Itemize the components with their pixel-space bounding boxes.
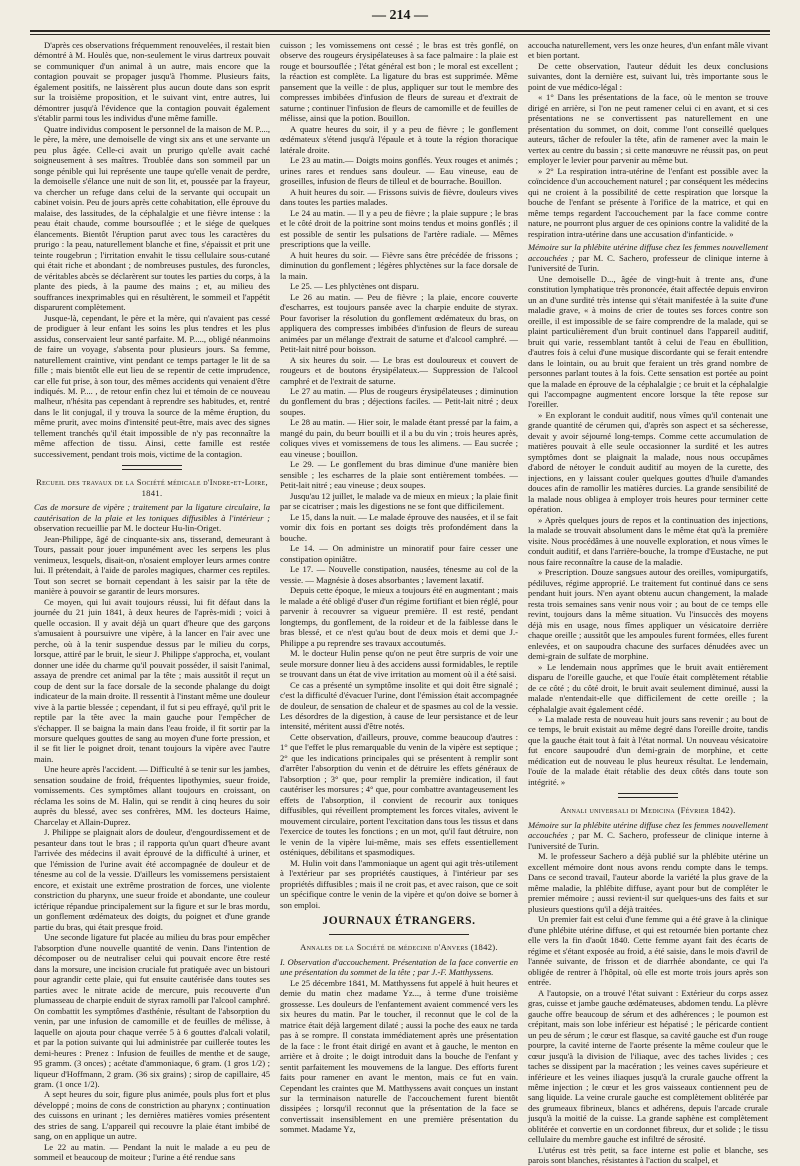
paragraph: D'après ces observations fréquemment renouvelées, il restait bien démontré à M. Houlès que, non-seulement le virus dartreux pouvait se communiquer d'un animal à un autre, mais encore que la contagion pouvait se propager jusqu'à l'homme. Plusieurs faits, également positifs, ne laissèrent plus aucun doute dans son esprit sur la troisième proposition, et le suivant vint, entre autres, lui démontrer jusqu'à l'évidence que la contagion pouvait également s'établir parmi tous les individus d'une même famille. (34, 40, 270, 124)
paragraph: M. Hulin voit dans l'ammoniaque un agent qui agit très-utilement à l'extérieur par ses propriétés caustiques, à l'intérieur par ses propriétés diffusibles ; mais il ne croit pas, et avec raison, que ce soit un spécifique contre le venin de la vipère et qu'on doive se borner à son emploi. (280, 857, 518, 910)
section-divider (122, 465, 182, 466)
paragraph: Le 23 au matin.— Doigts moins gonflés. Yeux rouges et animés ; urines rares et rendues sans douleur. — Eau vineuse, eau de groseilles, infusion de fleurs de tilleul et de bourrache. Bouillon. (280, 155, 518, 187)
journal-section-heading: JOURNAUX ÉTRANGERS. (322, 915, 476, 928)
paragraph: Le 25. — Les phlyctènes ont disparu. (290, 281, 419, 292)
column-left (34, 40, 270, 1163)
paragraph: « 1° Dans les présentations de la face, où le menton se trouve dirigé en arrière, si l'on ne peut ramener celui ci en avant, et si ces présentations ne se convertissent pas naturellement en une présentation du sommet, on doit, comme l'ont conseillé quelques auteurs, tâcher de refouler la tête, afin de ramener avec la main le vertex au centre du bassin ; si cette manœuvre ne réussit pas, on peut employer le levier pour parvenir au même but. (528, 92, 768, 166)
paragraph: accoucha naturellement, vers les onze heures, d'un enfant mâle vivant et bien portant. (528, 40, 768, 61)
article-byline: par M. C. Sachero, professeur de clinique interne à l'université de Turin. (528, 830, 768, 851)
section-title: Annales de la Société de médecine d'Anvers (1842). (300, 942, 498, 953)
paragraph: » La malade resta de nouveau huit jours sans revenir ; au bout de ce temps, le bruit existait au même degré dans l'oreille droite, tandis que la gauche était tout à fait à l'état normal. Un nouveau vésicatoire fut encore saupoudré d'un demi-grain de morphine, et cette médication eut de nouveau le plus heureux résultat. Le lendemain, l'ouïe de la malade était rétablie des deux côtés dans toute son intégrité. » (528, 714, 768, 787)
section-divider (329, 934, 469, 935)
paragraph: J. Philippe se plaignait alors de douleur, d'engourdissement et de pesanteur dans tout le bras ; il rapporta qu'un quart d'heure avant l'arrivée des médecins il avait éprouvé de la difficulté à uriner, et que l'émission de l'urine avait été accompagnée de douleur et de ténesme au col de la vessie. D'ailleurs les vomissemens persistaient encore, et existait une extrême prostration de forces, une violente constriction du pharynx, une sueur froide et abondante, une couleur ictérique répandue principalement sur la figure et sur le bras mordu, un gonflement œdémateux des doigts, du poignet et d'une grande partie du bras, qui était presque froid. (34, 827, 270, 932)
article-title: I. Observation d'accouchement. Présentation de la face convertie en une présentation du sommet de la tête ; par J.-F. Matthyssens. (280, 956, 518, 978)
article-heading (528, 820, 768, 851)
article-title: Mémoire sur la phlébite utérine diffuse chez les femmes nouvellement accouchées ; (528, 819, 768, 841)
paragraph: » En explorant le conduit auditif, nous vîmes qu'il contenait une grande quantité de cérumen qui, d'après son aspect et sa sécheresse, devait y avoir séjourné long-temps. Comme cette accumulation de matières pouvait à elle seule occasionner la surdité et les autres symptômes dont se plaignait la malade, nous nous occupâmes d'abord de nétoyer le conduit auditif au moyen de la curette, des injections, en y laissant couler quelques gouttes d'huile d'amandes douces afin de ramollir les matières durcies. La grande sensibilité de la malade nous obligea à employer trois heures pour terminer cette opération. (528, 409, 768, 515)
paragraph: Ce moyen, qui lui avait toujours réussi, lui fit défaut dans la journée du 21 juin 1841, à deux heures de l'après-midi ; voici à quelle occasion. Il y avait déjà un quart d'heure que des garçons s'amusaient à poursuivre une vipère, à la lancer en l'air avec une perche, où à la tenir suspendue dessus par le milieu du corps, lorsque, attiré par le bruit, le sieur J. Philippe s'approcha, et, voulant donner une idée du charme qu'il pouvait posséder, il saisit l'animal, assaya de prendre cet animal par la tête ; mais aussitôt il reçut un coup de dent sur la face dorsale de la seconde phalange du doigt indicateur de la main droite. Il ressentit à l'instant même une douleur vive à la partie blessée ; cependant, il fut si peu effrayé, qu'il prit le reptile par la tête avec la main gauche pour l'empêcher de s'échapper. Il se baigna la main dans l'eau froide, il fit sortir par la morsure quelques gouttes de sang au moyen d'une forte pression, et il se fit lier le poignet droit, tenant toujours la vipère avec l'autre main. (34, 596, 270, 764)
column-middle (280, 40, 518, 1135)
paragraph: Le 24 au matin. — Il y a peu de fièvre ; la plaie suppure ; le bras et le côté droit de la poitrine sont moins tendus et moins gonflés ; il est possible de sentir les pulsations de l'artère radiale. — Mêmes prescriptions que la veille. (280, 207, 518, 250)
header-rule (30, 30, 770, 32)
paragraph: A quatre heures du soir, il y a peu de fièvre ; le gonflement œdémateux s'étend jusqu'à l'épaule et à toute la région thoracique latérale droite. (280, 123, 518, 155)
paragraph: A sept heures du soir, figure plus animée, pouls plus fort et plus développé ; moins de cons de constriction au pharynx ; continuation des cuissons en urinant ; les dernières matières vomies présentent des stries de sang. L'appareil qui recouvre la plaie étant imbibé de sang, on en applique un autre. (34, 1089, 270, 1142)
paragraph: M. le professeur Sachero a déjà publié sur la phlébite utérine un excellent mémoire dont nous avons rendu compte dans le temps. Dans ce second travail, l'auteur aborde la variété la plus grave de la même maladie, la phlébite diffuse, ayant pour but de compléter le premier mémoire ; aussi revient-il sur quelques-uns des faits et sur plusieurs questions qu'il a déjà traitées. (528, 851, 768, 914)
paragraph: Une seconde ligature fut placée au milieu du bras pour empêcher l'absorption d'une nouvelle quantité de venin. Dans l'intention de décomposer ou de neutraliser celui qui pouvait encore être resté dans la morsure, une incision cruciale fut pratiquée avec un bistouri pour agrandir cette plaie, qui fut ensuite cautérisée dans toutes ses parties avec le nitrate acide de mercure, puis recouverte d'un plumasseau de charpie enduit de styrax ramolli par l'alcool camphré. On combattit les symptômes d'asthénie, résultant de l'absorption du venin, par une infusion de camomille et de feuilles de mélisse, à laquelle on ajouta pour chaque verrée 5 à 6 gouttes d'alcali volatil, et par la potion suivante qui lui administrée par cuillerée toutes les demi-heures : Prenez : Infusion de feuilles de menthe et de sauge, 95 gramm. (3 onces) ; acétate d'ammoniaque, 6 gram. (1 gros 1/2) ; liqueur d'Hoffmann, 2 gram. (36 six grains) ; sirop de capillaire, 45 gram. (1 once 1/2). (34, 932, 270, 1089)
paragraph: Le 29. — Le gonflement du bras diminue d'une manière bien sensible ; les escharres de la plaie sont entièrement tombées. — Petit-lait nitré ; eau vineuse ; deux soupes. (280, 459, 518, 491)
section-divider (122, 469, 182, 470)
paragraph: Ce cas a présenté un symptôme insolite et qui doit être signalé ; c'est la difficulté d'évacuer l'urine, dont l'émission était accompagnée de douleur, de sensation de chaleur et de spasmes au col de la vessie. Les désordres de la digestion, à cause de leur persistance et de leur intensité, méritent aussi d'être notés. (280, 679, 518, 732)
paragraph: Jusque-là, cependant, le père et la mère, qui n'avaient pas cessé de prodiguer à leur enfant les soins les plus tendres et les plus assidus, conservaient leur santé parfaite. M. P....., obligé néanmoins de faire un voyage, s'absenta pour plusieurs jours. Sa femme, naturellement craintive, vint pendant ce temps partager le lit de sa fille ; mais bientôt elle eut lieu de se repentir de cette imprudence, car elle fut prise, à son tour, des mêmes accidents qui venaient d'être indiqués. M. P.... , de retour enfin chez lui et témoin de ce nouveau malheur, n'hésita pas cependant à reprendre ses habitudes, et, rentré dans le lit conjugal, il y trouva la source de la même éruption, du même prurit, avec moins d'intensité peut-être, mais avec des signes tellement tranchés qu'il était impossible de n'y pas reconnaître la même affection de tissu. Ainsi, cette famille est restée successivement, pendant trois mois, victime de la contagion. (34, 312, 270, 459)
paragraph: A l'autopsie, on a trouvé l'état suivant : Extérieur du corps assez gras, cuisse et jambe gauche œdémateuses, abdomen tendu. La plèvre gauche offre beaucoup de sérum et des adhérences ; le poumon est crépitant, mais son lobe inférieur est hépatisé ; le péricarde contient un peu de sérum ; le cœur est flasque, sa cavité gauche est d'un rouge pourpre, la cavité interne de l'aorte présente la même couleur que le cœur jusqu'à la division de l'iliaque, avec des taches livides ; ces taches se dissipent par la macération ; les veines caves supérieure et inférieure et les veines iliaques jusqu'à la crurale gauche offrent la même injection ; le cœur et les gros vaisseaux contiennent peu de sang liquide. La veine crurale gauche est complètement oblitérée par des grumeaux fibrineux, blancs et adhérens, depuis l'arcade crurale jusqu'à la moitié de la cuisse. La grande saphène est complètement oblitérée et convertie en un cordonnet fibreux, dur et solide ; le tissu cellulaire du membre gauche est infiltré de sérosité. (528, 987, 768, 1145)
paragraph: Le 25 décembre 1841, M. Matthyssens fut appelé à huit heures et demie du matin chez madame Yz..., à terme d'une troisième grossesse. Les douleurs de l'enfantement avaient commencé vers les six heures du matin. Par le toucher, il reconnut que le col de la matrice était déjà largement dilaté ; aussi la poche des eaux ne tarda pas à se rompre. Il constata immédiatement après une présentation de la face : le front était dirigé en avant et à gauche, le menton en arrière et à droite ; le doigt introduit dans la bouche de l'enfant y sentit parfaitement les mouvemens de la langue. Des efforts furent faits pour ramener en avant le menton, mais ce fut en vain. Cependant les craintes que M. Matthyssens avait conçues un instant sur la terminaison naturelle de l'accouchement furent bientôt dissipées ; lorsqu'il reconnut que la présentation de la face se convertissait insensiblement en une première présentation du sommet. Madame Yz, (280, 977, 518, 1135)
section-title: Annali universali di Medicina (Février 1842). (560, 805, 736, 816)
paragraph: L'utérus est très petit, sa face interne est polie et blanche, ses parois sont blanches, résistantes à l'action du scalpel, et (528, 1144, 768, 1166)
paragraph: Une heure après l'accident. — Difficulté à se tenir sur les jambes, sensation soudaine de froid, fréquentes lipothymies, sueur froide, vomissements. Ces symptômes allant toujours en croissant, on réclama les soins de M. Halin, qui se rendit à cinq heures du soir auprès du blessé, avec ses confrères, MM. les docteurs Haime, Charcelay et Allain-Duprez. (34, 764, 270, 827)
paragraph: A huit heures du soir. — Frissons suivis de fièvre, douleurs vives dans toutes les parties malades. (280, 186, 518, 208)
paragraph: Le 26 au matin. — Peu de fièvre ; la plaie, encore couverte d'escharres, est toujours pansée avec la charpie enduite de styrax. Pour favoriser la résolution du gonflement œdémateux du bras, on appliquera des compresses imbibées d'infusion de fleurs de sureau animées par un mélange d'extrait de saturne et d'alcool camphré. — Petit-lait nitré pour boisson. (280, 291, 518, 355)
article-byline: par M. C. Sachero, professeur de clinique interne à l'université de Turin. (528, 252, 768, 274)
paragraph: Un premier fait est celui d'une femme qui a été grave à la clinique d'une phlébite utérine diffuse, et qui est retournée bien portante chez elle vers la fin d'août 1840. Cette femme ayant fait des écarts de régime et s'étant exposée au froid, a été saisie, dans le mois d'avril de l'année suivante, de frisson et de diarrhée abondante, ce qui l'a obligée de rentrer à l'hôpital, où elle est morte trois jours après son entrée. (528, 914, 768, 988)
paragraph: Le 22 au matin. — Pendant la nuit le malade a eu peu de sommeil et beaucoup de moiteur ; l'urine a été rendue sans (34, 1141, 270, 1163)
paragraph: Le 27 au matin. — Plus de rougeurs érysipélateuses ; diminution du gonflement du bras ; déjections faciles. — Petit-lait nitré ; deux soupes. (280, 385, 518, 417)
paragraph: Le 17. — Nouvelle constipation, nausées, ténesme au col de la vessie. — Magnésie à doses absorbantes ; lavement laxatif. (280, 564, 518, 585)
paragraph: Quatre individus composent le personnel de la maison de M. P...., le père, la mère, une demoiselle de vingt six ans et une servante un peu plus âgée. Celle-ci avait un prurigo qu'elle avait caché soigneusement à ses maîtres. Troublée dans son sommeil par un songe pénible qui lui représente une taupe qu'elle venait de perdre, la demoiselle s'élance une nuit de son lit, et, poussée par la frayeur, va chercher un refuge dans celui de la servante qui occupait un cabinet voisin. Peu de jours après cette cohabitation, elle éprouve du malaise, des lassitudes, de la céphalalgie et une fièvre intense : la peau était chaude, comme boursouflée ; et le siége de quelques élancements. Bientôt l'éruption parut avec tous les caractères du prurigo : la peau, naturellement blanche et fine, s'épaissit et prit une teinte rougebrun ; l'irritation envahit le tissu cellulaire sous-cutané qui était riche et abondant ; de nombreuses pustules, des furoncles, de véritables abcès se déclarèrent sur toutes les parties du corps, à la plante des pieds, à la paume des mains ; et, au milieu des souffrances inexprimables qui en résultèrent, le sommeil et l'appétit disparurent complètement. (34, 123, 270, 313)
paragraph: Cette observation, d'ailleurs, prouve, comme beaucoup d'autres : 1° que l'effet le plus remarquable du venin de la vipère est septique ; 2° que les indications principales qui se présentent à remplir sont d'arrêter l'absorption du venin et de détruire les effets généraux de l'absorption ; 3° que, pour remplir la première indication, il faut cautériser les morsures ; 4° que, pour combattre avantageusement les effets de l'absorption, il convient de recourir aux toniques diffusibles, qui réveillent promptement les forces vitales, avivent le mouvement circulaire, portent l'excitation dans tous les tissus et dans l'exercice de toutes les fonctions ; en un mot, qu'il faut détruire, non le venin de la vipère lui-même, mais ses effets essentiellement osténiques, débilitans et spasmodiques. (280, 731, 518, 858)
article-heading (528, 242, 768, 273)
paragraph: Le 14. — On administre un minoratif pour faire cesser une constipation opiniâtre. (280, 543, 518, 564)
section-title: Recueil des travaux de la Société médicale d'Indre-et-Loire, 1841. (36, 477, 268, 498)
paragraph: Le 15, dans la nuit. — Le malade éprouve des nausées, et il se fait vomir dix fois en portant ses doigts très profondément dans la bouche. (280, 511, 518, 543)
paragraph: Jusqu'au 12 juillet, le malade va de mieux en mieux ; la plaie finit par se cicatriser ; mais les digestions ne se font que difficilement. (280, 490, 518, 512)
paragraph: Depuis cette époque, le mieux a toujours été en augmentant ; mais le malade a été obligé d'user d'un régime fortifiant et bien réglé, pour parvenir à recouvrer sa vigueur première. Il est resté, pendant longtemps, du gonflement, de la roideur et de la faiblesse dans le bras blessé, et ce n'est qu'au bout de deux mois et demi que J.-Philippe a pu reprendre ses travaux accoutumés. (280, 585, 518, 648)
paragraph: De cette observation, l'auteur déduit les deux conclusions suivantes, dont la dernière est, suivant lui, très importante sous le point de vue médico-légal : (528, 60, 768, 92)
article-byline: observation recueillie par M. le docteur Hu-lin-Origet. (34, 523, 222, 534)
paragraph: » 2° La respiration intra-utérine de l'enfant est possible avec la coïncidence d'un accouchement naturel ; par conséquent les médecins qui ne croient à la possibilité de cette respiration que lorsque la bouche de l'enfant se présente à l'orifice de la matrice, et qui en même temps regardent l'accouchement par la face comme contre nature, ne pourront plus arguer de ces opinions contre la validité de la respiration intra-utérine dans une accusation d'infanticide. » (528, 165, 768, 239)
article-title: Cas de morsure de vipère ; traitement par la ligature circulaire, la cautérisation de la plaie et les toniques diffusibles à l'intérieur ; (34, 502, 270, 523)
article-title: Mémoire sur la phlébite utérine diffuse chez les femmes nouvellement accouchées ; (528, 242, 768, 263)
header-rule-thin (30, 34, 770, 35)
paragraph: A huit heures du soir. — Fièvre sans être précédée de frissons ; diminution du gonflement ; légères phlyctènes sur la face dorsale de la main. (280, 249, 518, 281)
paragraph: Le 28 au matin. — Hier soir, le malade étant pressé par la faim, a mangé du pain, du beurr bouilli et il a bu du vin ; trois heures après, coliques vives et vomissemens de tous les alimens. — Eau sucrée ; eau vineuse ; bouillon. (280, 417, 518, 459)
paragraph: Jean-Philippe, âgé de cinquante-six ans, tisserand, demeurant à Tours, passait pour jouer impunément avec les serpens les plus venimeux, lesquels, disait-on, n'osaient employer leurs armes contre lui. Il prétendait, à l'aide de paroles magiques, charmer ces reptiles. Tout son secret se bornait cependant à les saisir par la tête de manière à pouvoir se garantir de leurs morsures. (34, 533, 270, 597)
paragraph: cuisson ; les vomissemens ont cessé ; le bras est très gonflé, on observe des rougeurs érysipélateuses à sa face palmaire : la plaie est rouge et boursouflée ; l'état général est bon ; le moral est excellent ; la réaction est complète. La ligature du bras est supprimée. Même pansement que la veille : de plus, appliquer sur tout le membre des compresses imbibées d'infusion de fleurs de sureau et d'extrait de saturne ; continuer l'infusion de fleurs de camomille et de feuilles de mélisse, ainsi que la potion. Bouillon. (280, 40, 518, 124)
paragraph: » Après quelques jours de repos et la continuation des injections, la malade se trouvait absolument dans le même état qu'à la première visite. Nous procédâmes à une nouvelle exploration, et nous vîmes le conduit auditif, et dans l'arrière-bouche, la trompe d'Eustache, ne put nous faire reconnaître la cause de la maladie. (528, 514, 768, 567)
paragraph: » Le lendemain nous apprîmes que le bruit avait entièrement disparu de l'oreille gauche, et que l'ouïe était complètement rétablie de ce côté ; du côté droit, le bruit avait seulement diminué, aussi la malade n'entendait-elle que difficilement de cette oreille ; la céphalalgie avait également cédé. (528, 661, 768, 714)
paragraph: Une demoiselle D..., âgée de vingt-huit à trente ans, d'une constitution lymphatique très prononcée, était affectée depuis environ un an d'une surdité très intense qui s'était manifestée à la suite d'une maladie grave, « à moins de crier de toutes ses forces contre son oreille, il est impossible de se faire comprendre de la malade, qui se plaint particulièrement d'un bruit continuel dans l'appareil auditif, bruit qui varie, ressemblant tantôt à celui de l'eau en ébullition, d'autres fois à celui d'une musique discordante qui se ferait entendre dans le lointain, ou au bruit que feraient un très grand nombre de personnes parlant toutes à la fois. Cette sensation est portée au point que la malade en éprouve de la céphalalgie ; ce bruit et la céphalalgie qui l'accompagne augmentent encore lorsque la tête repose sur l'oreiller. (528, 273, 768, 410)
paragraph: » Prescription. Douze sangsues autour des oreilles, vomipurgatifs, pédiluves, régime approprié. Le traitement fut continué dans ce sens pendant huit jours. N'en ayant obtenu aucun changement, la malade resta trois semaines sans venir nous voir ; au bout de ce temps elle revint, toujours dans la même situation. Vu l'insuccès des moyens déjà mis en usage, nous fîmes appliquer un vésicatoire derrière chaque oreille ; aussitôt que les ampoules furent formées, elles furent enlevées, et on saupoudra chacune des surfaces dénudées avec un demi-grain de sulfate de morphine. (528, 567, 768, 662)
article-heading (34, 502, 270, 533)
paragraph: A six heures du soir. — Le bras est douloureux et couvert de rougeurs et de boutons érysipélateux.— Suppression de l'alcool camphré et de l'extrait de saturne. (280, 354, 518, 386)
paragraph: M. le docteur Hulin pense qu'on ne peut être surpris de voir une seule morsure donner lieu à des accidens aussi formidables, le reptile se trouvant dans un état de vive irritation au moment où il a été saisi. (280, 648, 518, 680)
section-divider (618, 797, 678, 798)
section-divider (618, 793, 678, 794)
column-right (528, 40, 768, 1166)
page-number: — 214 — (372, 8, 428, 23)
